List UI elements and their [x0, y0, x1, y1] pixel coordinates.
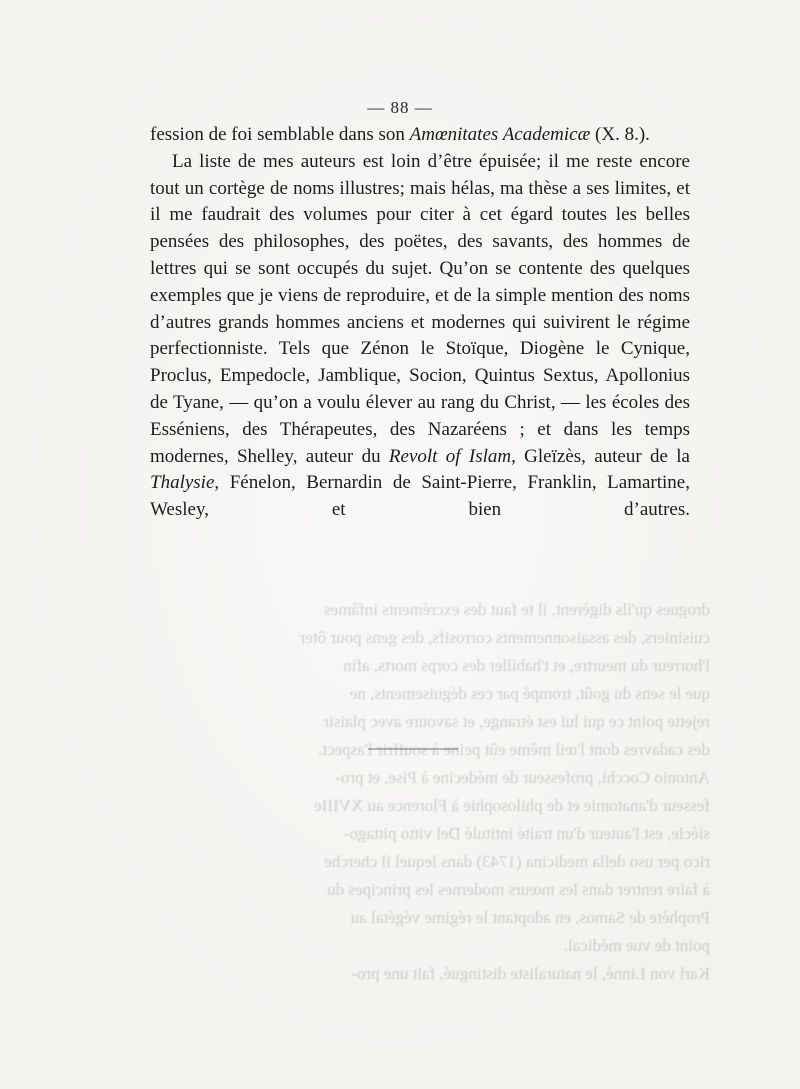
paragraph-2-part-2: , Gleïzès, auteur de la: [511, 445, 690, 467]
paragraph-1-lead: fession de foi semblable dans son: [150, 124, 410, 145]
body-text: [150, 122, 690, 524]
bleed-through-text: drogues qu'ils digèrent, il te faut des excréments infâmes cuisiniers, des assaisonnements corrosifs, des gens pour ôter l'horreur du meurtre, et t'habiller des corps morts, afin que le sens du goût, trompé par ces déguisements, ne rejette point ce qui lui est étrange, et savoure avec plaisir des cadavres dont l'œil même eût peine à souffrir l'aspect. Antonio Cocchi, professeur de médecine à Pise, et pro- fesseur d'anatomie et de philosophie à Florence au XVIIIe siècle, est l'auteur d'un traité intitulé Del vitto pittago- rico per uso della medicina (1743) dans lequel il cherche à faire rentrer dans les mœurs modernes les principes du Prophète de Samos, en adoptant le régime végétal au point de vue médical. Karl von Linné, le naturaliste distingué, fait une pro-: [299, 600, 710, 983]
page-number: — 88 —: [367, 98, 433, 117]
paragraph-2: [150, 149, 690, 524]
paragraph-2-part-1: La liste de mes auteurs est loin d’être épuisée; il me reste encore tout un cortège de noms illustres; mais hélas, ma thèse a ses limites, et il me faudrait des volumes pour citer à cet égard toutes les belles pensées des philosophes, des poëtes, des savants, des hommes de lettres qui se sont occupés du sujet. Qu’on se contente des quelques exemples que je viens de reproduire, et de la simple mention des noms d’autres grands hommes anciens et modernes qui suivirent le régime perfectionniste. Tels que Zénon le Stoïque, Diogène le Cynique, Proclus, Empedocle, Jamblique, Socion, Quintus Sextus, Apollonius de Tyane, — qu’on a voulu élever au rang du Christ, — les écoles des Esséniens, des Thérapeutes, des Nazaréens ; et dans les temps modernes, Shelley, auteur du: [150, 150, 690, 467]
italic-title-thalysie: Thalysie: [150, 472, 215, 494]
paragraph-2-part-3: , Fénelon, Bernardin de Saint-Pierre, Franklin, Lamartine, Wesley, et bien d’autres.: [150, 472, 690, 521]
paragraph-1-tail: (X. 8.).: [590, 124, 650, 145]
italic-title-revolt-of-islam: Revolt of Islam: [388, 445, 512, 467]
paragraph-1: [150, 122, 690, 149]
italic-title-amoenitates: Amœnitates Academicæ: [409, 124, 591, 145]
bleed-through-rule: [368, 748, 458, 750]
